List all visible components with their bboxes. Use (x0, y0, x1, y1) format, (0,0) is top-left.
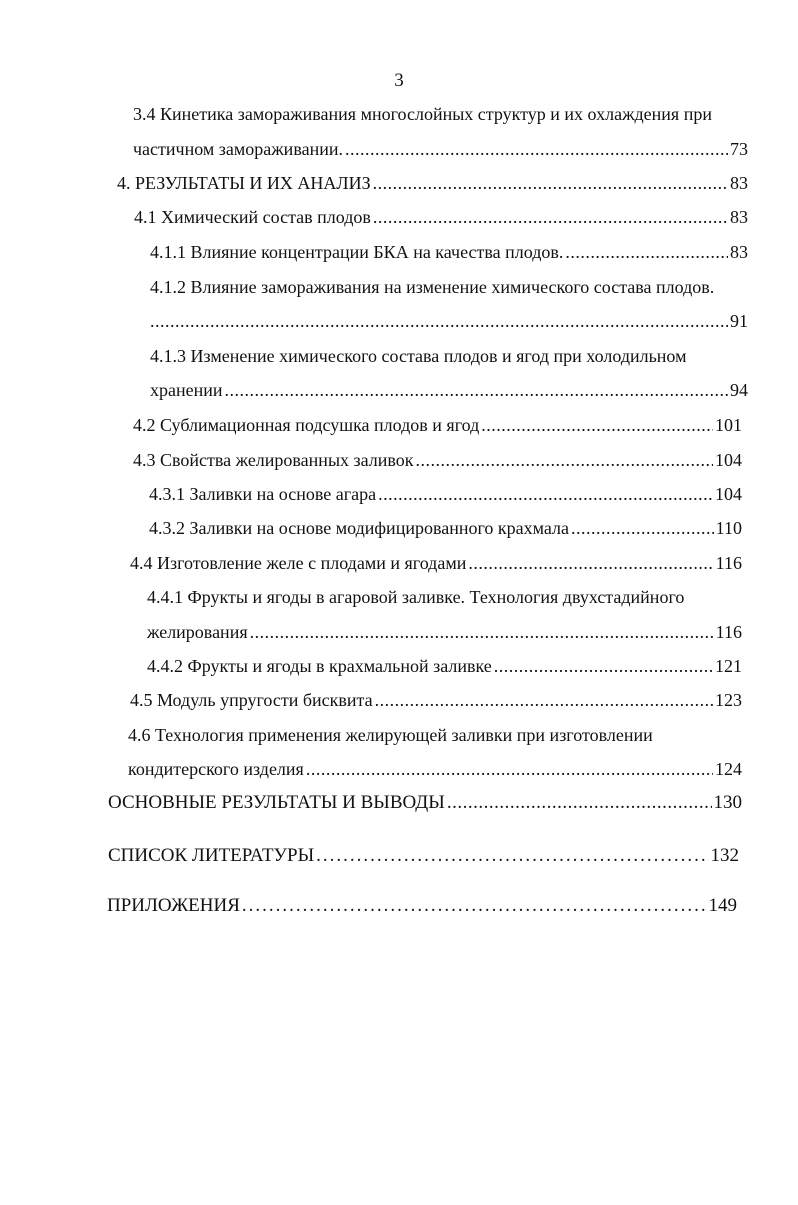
toc-entry-results (108, 791, 742, 815)
toc-leader (242, 894, 707, 918)
toc-entry-4-2 (133, 413, 742, 437)
toc-entry-references (108, 844, 739, 868)
toc-entry-4-1-2 (150, 309, 748, 333)
toc-title: ПРИЛОЖЕНИЯ (107, 895, 240, 916)
toc-entry-4-3-1 (149, 482, 742, 506)
toc-page: 132 (710, 845, 739, 866)
toc-leader (373, 171, 728, 195)
toc-title: 4.3.1 Заливки на основе агара (149, 484, 377, 504)
toc-page: 83 (730, 173, 748, 193)
toc-entry-4-3 (133, 448, 742, 472)
toc-entry-4-3-2 (149, 516, 742, 540)
toc-page: 73 (730, 139, 748, 159)
toc-page: 123 (715, 690, 742, 710)
toc-entry-4-5 (130, 688, 742, 712)
toc-entry-4-1-3 (150, 378, 748, 402)
toc-page: 94 (730, 380, 748, 400)
toc-entry-4-1-1 (150, 240, 748, 264)
toc-entry-4-4-1 (147, 620, 742, 644)
toc-leader (316, 844, 708, 868)
toc-page: 124 (715, 759, 742, 779)
toc-page: 130 (713, 792, 742, 813)
toc-title: 4.4.2 Фрукты и ягоды в крахмальной заливке (147, 656, 492, 676)
toc-page: 121 (715, 656, 742, 676)
toc-title: желирования (147, 622, 248, 642)
toc-title: 4.1.1 Влияние концентрации БКА на качества плодов. (150, 242, 564, 262)
toc-entry-3-4-title (133, 102, 748, 126)
toc-title: частичном замораживании. (133, 139, 343, 159)
toc-title: СПИСОК ЛИТЕРАТУРЫ (108, 845, 315, 866)
toc-title: 4.5 Модуль упругости бисквита (130, 690, 373, 710)
toc-title: ОСНОВНЫЕ РЕЗУЛЬТАТЫ И ВЫВОДЫ (108, 792, 445, 813)
toc-leader (468, 551, 713, 575)
toc-leader (375, 688, 713, 712)
toc-title: хранении (150, 380, 223, 400)
toc-entry-4-1-2-title (150, 275, 750, 299)
toc-title: 4.1.2 Влияние замораживания на изменение химического состава плодов. (150, 277, 715, 297)
toc-title: 4.2 Сублимационная подсушка плодов и ягод (133, 415, 480, 435)
toc-leader (416, 448, 713, 472)
toc-entry-4 (117, 171, 748, 195)
toc-leader (250, 620, 714, 644)
toc-leader (481, 413, 713, 437)
toc-leader (447, 791, 712, 815)
toc-leader (565, 240, 728, 264)
toc-leader (225, 378, 728, 402)
toc-entry-4-1 (134, 205, 748, 229)
toc-title: 4.4.1 Фрукты и ягоды в агаровой заливке. Технология двухстадийного (147, 587, 685, 607)
toc-entry-4-4-1-title (147, 585, 747, 609)
toc-title: 4.4 Изготовление желе с плодами и ягодами (130, 553, 467, 573)
toc-page: 83 (730, 207, 748, 227)
toc-title: 4.1 Химический состав плодов (134, 207, 371, 227)
toc-title: 4. РЕЗУЛЬТАТЫ И ИХ АНАЛИЗ (117, 173, 371, 193)
toc-page: 91 (730, 311, 748, 331)
toc-title: 4.3.2 Заливки на основе модифицированного крахмала (149, 518, 570, 538)
toc-page: 110 (715, 518, 742, 538)
toc-leader (150, 309, 728, 333)
toc-page: 104 (715, 484, 742, 504)
toc-entry-4-1-3-title (150, 344, 750, 368)
page-number: 3 (394, 70, 404, 91)
toc-leader (571, 516, 714, 540)
toc-title: кондитерского изделия (128, 759, 304, 779)
toc-leader (306, 757, 713, 781)
toc-title: 4.3 Свойства желированных заливок (133, 450, 414, 470)
toc-leader (345, 137, 728, 161)
toc-title: 3.4 Кинетика замораживания многослойных структур и их охлаждения при (133, 104, 712, 124)
toc-leader (378, 482, 713, 506)
toc-title: 4.6 Технология применения желирующей заливки при изготовлении (128, 725, 653, 745)
toc-entry-4-4 (130, 551, 742, 575)
toc-page: 104 (715, 450, 742, 470)
toc-entry-appendix (107, 894, 737, 918)
toc-leader (494, 654, 713, 678)
toc-page: 116 (715, 553, 742, 573)
toc-page: 101 (715, 415, 742, 435)
toc-page: 83 (730, 242, 748, 262)
toc-title: 4.1.3 Изменение химического состава плодов и ягод при холодильном (150, 346, 687, 366)
toc-page: 116 (715, 622, 742, 642)
toc-entry-4-6-title (128, 723, 728, 747)
toc-page: 149 (708, 895, 737, 916)
toc-leader (373, 205, 728, 229)
toc-entry-4-4-2 (147, 654, 742, 678)
toc-entry-4-6 (128, 757, 742, 781)
toc-entry-3-4 (133, 137, 748, 161)
